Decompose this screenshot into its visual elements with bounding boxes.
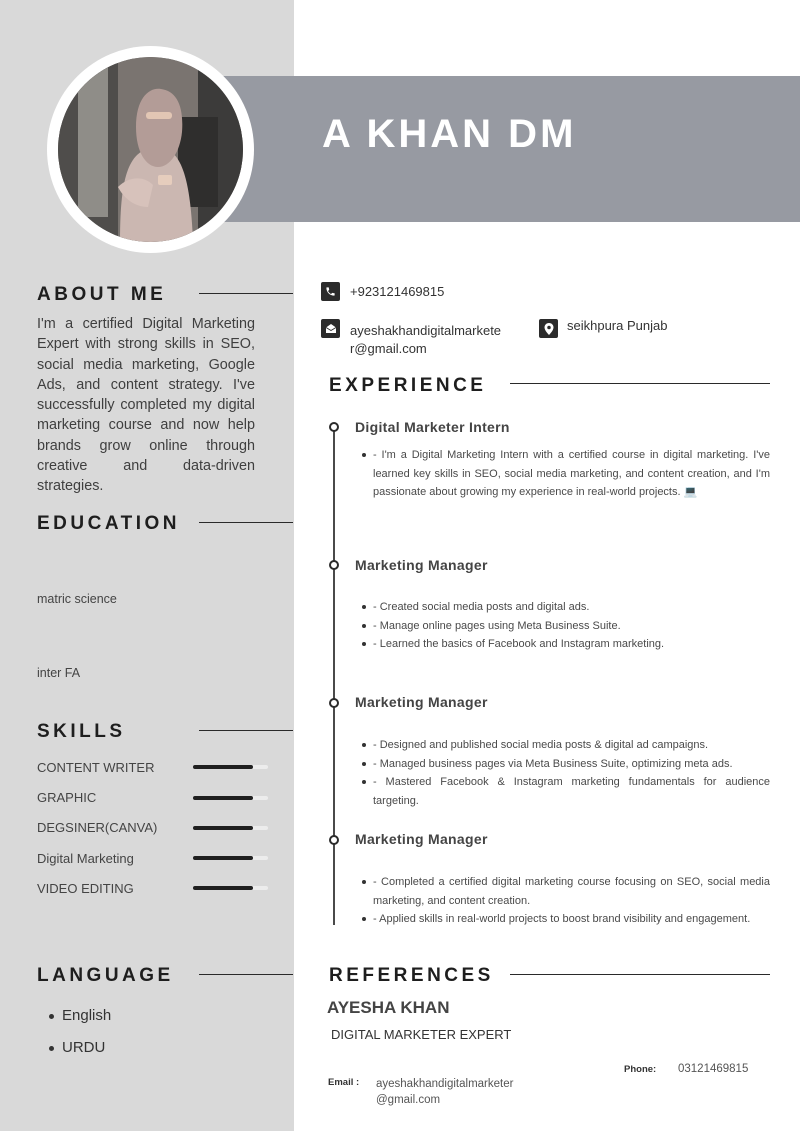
timeline-dot: [329, 698, 339, 708]
location-pin-icon: [539, 319, 558, 338]
job-title: Marketing Manager: [355, 694, 488, 710]
job-title: Marketing Manager: [355, 557, 488, 573]
profile-photo: [58, 57, 243, 242]
job-bullet: - Managed business pages via Meta Business Suite, optimizing meta ads.: [359, 755, 770, 774]
skill-bar-fill: [193, 886, 253, 890]
experience-divider: [510, 383, 770, 384]
reference-phone-label: Phone:: [624, 1064, 657, 1075]
job-bullets: [359, 598, 770, 654]
job-bullet: - Applied skills in real-world projects to boost brand visibility and engagement.: [359, 910, 770, 929]
contact-phone: +923121469815: [350, 284, 445, 299]
email-icon: [321, 319, 340, 338]
skill-bar-fill: [193, 765, 253, 769]
job-bullet: - Designed and published social media posts & digital ad campaigns.: [359, 736, 770, 755]
resume-name: A KHAN DM: [322, 112, 577, 156]
phone-icon: [321, 282, 340, 301]
about-text: I'm a certified Digital Marketing Expert with strong skills in SEO, social media marketing, Google Ads, and content strategy. I've successfully completed my digital marketing course and now help brands grow online through creative and data-driven strategies.: [37, 316, 255, 495]
skill-label: Digital Marketing: [37, 851, 134, 866]
skill-bar: [193, 765, 268, 769]
skill-bar-fill: [193, 826, 253, 830]
job-bullet: - Manage online pages using Meta Business Suite.: [359, 617, 770, 636]
experience-title: EXPERIENCE: [329, 375, 487, 396]
job-bullet: - Created social media posts and digital ads.: [359, 598, 770, 617]
reference-email: ayeshakhandigitalmarketer @gmail.com: [376, 1078, 514, 1106]
contact-email: ayeshakhandigitalmarkete r@gmail.com: [350, 323, 502, 356]
job-bullet: - Completed a certified digital marketing course focusing on SEO, social media marketing, and content creation.: [359, 873, 770, 910]
about-divider: [199, 293, 293, 294]
experience-timeline: [333, 428, 335, 925]
reference-name: AYESHA KHAN: [327, 998, 450, 1017]
reference-role: DIGITAL MARKETER EXPERT: [331, 1027, 512, 1042]
language-divider: [199, 974, 293, 975]
education-item: inter FA: [37, 666, 81, 680]
skill-bar: [193, 796, 268, 800]
skill-bar-fill: [193, 856, 253, 860]
job-bullets: [359, 736, 770, 811]
skill-bar: [193, 886, 268, 890]
job-bullets: [359, 446, 770, 502]
timeline-dot: [329, 835, 339, 845]
job-bullet: - Learned the basics of Facebook and Instagram marketing.: [359, 635, 770, 654]
language-item: URDU: [49, 1039, 105, 1056]
skill-bar: [193, 826, 268, 830]
skill-label: GRAPHIC: [37, 790, 97, 805]
skill-label: CONTENT WRITER: [37, 760, 155, 775]
skill-bar-fill: [193, 796, 253, 800]
language-title: LANGUAGE: [37, 965, 174, 986]
reference-email-label: Email :: [328, 1077, 360, 1088]
education-title: EDUCATION: [37, 513, 181, 534]
references-title: REFERENCES: [329, 965, 494, 986]
education-divider: [199, 522, 293, 523]
job-title: Marketing Manager: [355, 831, 488, 847]
timeline-dot: [329, 560, 339, 570]
skill-bar: [193, 856, 268, 860]
reference-phone: 03121469815: [678, 1063, 749, 1075]
skill-label: VIDEO EDITING: [37, 881, 134, 896]
skills-title: SKILLS: [37, 721, 126, 742]
job-title: Digital Marketer Intern: [355, 419, 510, 435]
job-bullet: - I'm a Digital Marketing Intern with a certified course in digital marketing. I've learned key skills in SEO, social media marketing, and content creation, and I'm passionate about growing my experience in real-world projects. 💻: [359, 446, 770, 502]
contact-location: seikhpura Punjab: [567, 318, 668, 333]
education-item: matric science: [37, 592, 117, 606]
language-item: English: [49, 1007, 111, 1024]
references-divider: [510, 974, 770, 975]
job-bullets: [359, 873, 770, 929]
about-title: ABOUT ME: [37, 284, 167, 305]
skill-label: DEGSINER(CANVA): [37, 820, 158, 835]
timeline-dot: [329, 422, 339, 432]
job-bullet: - Mastered Facebook & Instagram marketing fundamentals for audience targeting.: [359, 773, 770, 810]
skills-divider: [199, 730, 293, 731]
